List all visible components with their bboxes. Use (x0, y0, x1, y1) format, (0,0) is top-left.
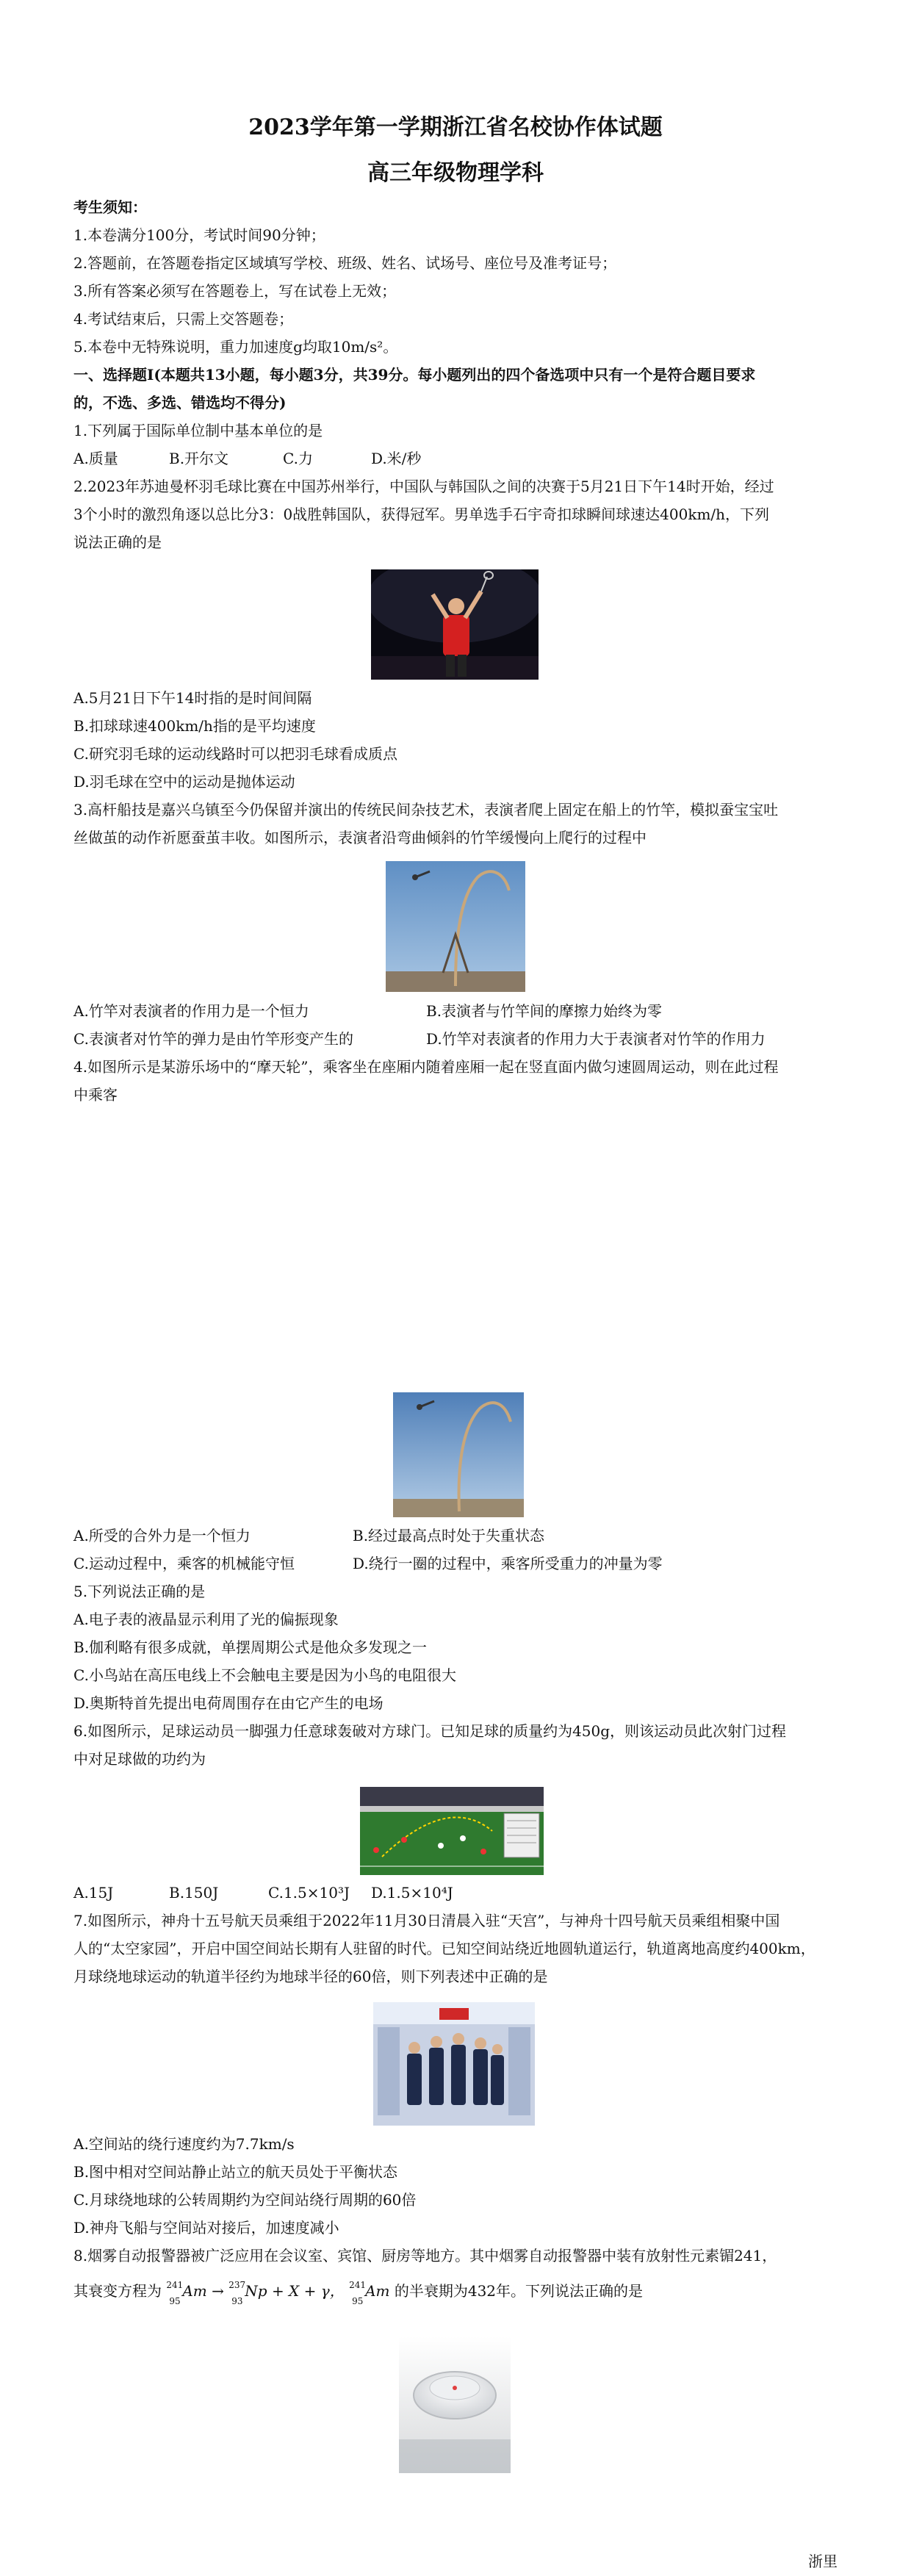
q1-option-b: B.开尔文 (169, 450, 229, 467)
q3-option-c: C.表演者对竹竿的弹力是由竹竿形变产生的 (73, 1030, 353, 1048)
exam-title: 2023学年第一学期浙江省名校协作体试题 (248, 115, 663, 140)
question-6-stem: 中对足球做的功约为 (73, 1750, 206, 1768)
q4-option-b: B.经过最高点时处于失重状态 (353, 1527, 545, 1544)
q5-option-b: B.伽利略有很多成就，单摆周期公式是他众多发现之一 (73, 1638, 428, 1656)
question-2-stem: 3个小时的激烈角逐以总比分3：0战胜韩国队，获得冠军。男单选手石宇奇扣球瞬间球速达400km/h，下列 (73, 506, 770, 523)
question-3-stem: 丝做茧的动作祈愿蚕茧丰收。如图所示，表演者沿弯曲倾斜的竹竿缓慢向上爬行的过程中 (73, 829, 647, 846)
notice-item: 1.本卷满分100分，考试时间90分钟； (73, 226, 325, 244)
question-6-stem: 6.如图所示，足球运动员一脚强力任意球轰破对方球门。已知足球的质量约为450g，则该运动员此次射门过程 (73, 1722, 787, 1740)
q5-option-d: D.奥斯特首先提出电荷周围存在由它产生的电场 (73, 1694, 384, 1712)
question-7-stem: 月球绕地球运动的轨道半径约为地球半径的60倍，则下列表述中正确的是 (73, 1968, 548, 1985)
q4-option-a: A.所受的合外力是一个恒力 (73, 1527, 251, 1544)
q3-option-d: D.竹竿对表演者的作用力大于表演者对竹竿的作用力 (426, 1030, 766, 1048)
neptunium-nuclide: 237 93 Np (228, 2280, 267, 2306)
question-4-stem: 4.如图所示是某游乐场中的“摩天轮”，乘客坐在座厢内随着座厢一起在竖直面内做匀速圆周运动，则在此过程 (73, 1058, 779, 1076)
q7-option-b: B.图中相对空间站静止站立的航天员处于平衡状态 (73, 2163, 398, 2181)
question-3-stem: 3.高杆船技是嘉兴乌镇至今仍保留并演出的传统民间杂技艺术，表演者爬上固定在船上的竹竿，模拟蚕宝宝吐 (73, 801, 779, 819)
q4-option-c: C.运动过程中，乘客的机械能守恒 (73, 1555, 295, 1572)
question-1-stem: 1.下列属于国际单位制中基本单位的是 (73, 422, 323, 439)
americium-nuclide: 241 95 Am (166, 2280, 207, 2306)
q3-option-b: B.表演者与竹竿间的摩擦力始终为零 (426, 1002, 663, 1020)
q6-option-d: D.1.5×10⁴J (371, 1884, 453, 1902)
bamboo-pole-photo (386, 861, 525, 992)
section-heading: 一、选择题Ⅰ(本题共13小题，每小题3分，共39分。每小题列出的四个备选项中只有一个是符合题目要求 (73, 366, 756, 384)
q5-option-c: C.小鸟站在高压电线上不会触电主要是因为小鸟的电阻很大 (73, 1666, 456, 1684)
q7-option-d: D.神舟飞船与空间站对接后，加速度减小 (73, 2219, 339, 2237)
q2-option-d: D.羽毛球在空中的运动是抛体运动 (73, 773, 295, 791)
football-photo (360, 1787, 544, 1875)
q1-option-a: A.质量 (73, 450, 118, 467)
question-7-stem: 人的“太空家园”，开启中国空间站长期有人驻留的时代。已知空间站绕近地圆轨道运行，轨道离地高度约400km， (73, 1940, 815, 1957)
ferris-wheel-figure (393, 1392, 524, 1517)
question-7-stem: 7.如图所示，神舟十五号航天员乘组于2022年11月30日清晨入驻“天宫”，与神舟十四号航天员乘组相聚中国 (73, 1912, 780, 1929)
question-2-stem: 2.2023年苏迪曼杯羽毛球比赛在中国苏州举行，中国队与韩国队之间的决赛于5月21日下午14时开始，经过 (73, 478, 774, 495)
q6-option-b: B.150J (169, 1884, 219, 1902)
notice-item: 4.考试结束后，只需上交答题卷； (73, 310, 294, 328)
notice-heading: 考生须知： (73, 198, 147, 216)
q2-option-c: C.研究羽毛球的运动线路时可以把羽毛球看成质点 (73, 745, 397, 763)
q3-option-a: A.竹竿对表演者的作用力是一个恒力 (73, 1002, 309, 1020)
reaction-arrow: → (212, 2282, 224, 2300)
question-4-stem: 中乘客 (73, 1086, 118, 1104)
q7-option-c: C.月球绕地球的公转周期约为空间站绕行周期的60倍 (73, 2191, 417, 2209)
astronauts-photo (373, 2002, 535, 2126)
q8-prefix: 其衰变方程为 (73, 2282, 162, 2300)
footer-text: 浙里 (808, 2552, 838, 2570)
notice-item: 5.本卷中无特殊说明，重力加速度g均取10m/s²。 (73, 338, 398, 356)
badminton-photo (371, 569, 539, 680)
q2-option-b: B.扣球球速400km/h指的是平均速度 (73, 717, 316, 735)
question-8-equation-line (73, 2280, 852, 2306)
notice-item: 3.所有答案必须写在答题卷上，写在试卷上无效； (73, 282, 397, 300)
q8-suffix: 的半衰期为432年。下列说法正确的是 (394, 2282, 644, 2300)
question-8-stem: 8.烟雾自动报警器被广泛应用在会议室、宾馆、厨房等地方。其中烟雾自动报警器中装有放射性元素镅241， (73, 2247, 777, 2264)
question-5-stem: 5.下列说法正确的是 (73, 1583, 206, 1600)
q6-option-c: C.1.5×10³J (268, 1884, 350, 1902)
q2-option-a: A.5月21日下午14时指的是时间间隔 (73, 689, 312, 707)
decay-products: + X + γ， (271, 2282, 345, 2300)
exam-subtitle: 高三年级物理学科 (367, 160, 544, 186)
q4-option-d: D.绕行一圈的过程中，乘客所受重力的冲量为零 (353, 1555, 663, 1572)
question-2-stem: 说法正确的是 (73, 533, 162, 551)
americium-nuclide: 241 95 Am (349, 2280, 390, 2306)
q5-option-a: A.电子表的液晶显示利用了光的偏振现象 (73, 1611, 339, 1628)
smoke-detector-photo (399, 2336, 511, 2473)
notice-item: 2.答题前，在答题卷指定区域填写学校、班级、姓名、试场号、座位号及准考证号； (73, 254, 617, 272)
q7-option-a: A.空间站的绕行速度约为7.7km/s (73, 2135, 295, 2153)
q1-option-d: D.米/秒 (371, 450, 422, 467)
q1-option-c: C.力 (283, 450, 313, 467)
q6-option-a: A.15J (73, 1884, 114, 1902)
section-heading: 的，不选、多选、错选均不得分) (73, 394, 287, 411)
